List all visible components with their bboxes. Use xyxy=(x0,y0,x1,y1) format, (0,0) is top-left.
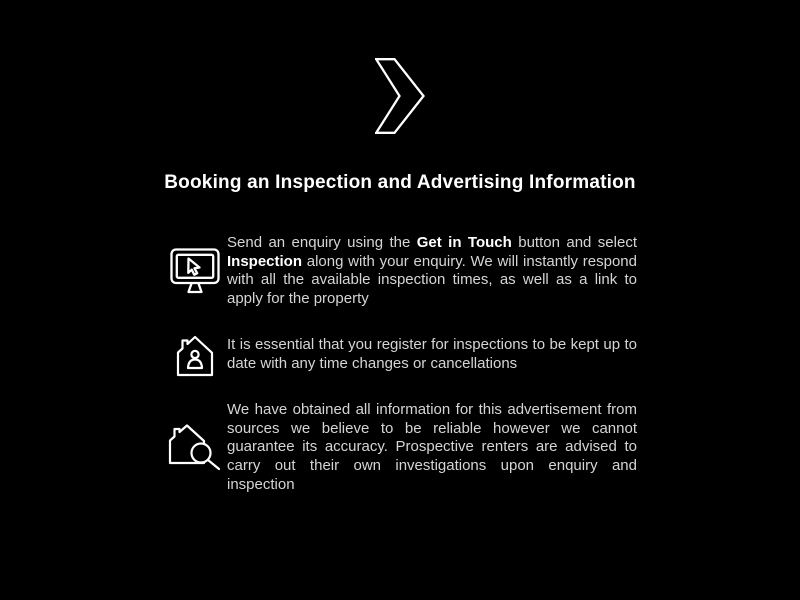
inspection-emphasis: Inspection xyxy=(227,252,303,270)
house-person-icon xyxy=(163,333,227,377)
list-item-enquiry xyxy=(163,234,637,309)
house-magnifier-icon xyxy=(163,423,227,473)
item-text-enquiry xyxy=(227,234,637,309)
chevron-container xyxy=(0,0,800,134)
list-item-disclaimer xyxy=(163,401,637,495)
item-text-part: button and select xyxy=(511,234,637,251)
item-text-disclaimer: We have obtained all information for this advertisement from sources we believe to be reliable however we cannot guarantee its accuracy. Prospective renters are advised to carry out their own investigations upon enquiry and inspection xyxy=(227,400,637,493)
chevron-right-icon xyxy=(375,58,425,134)
page-title: Booking an Inspection and Advertising Information xyxy=(164,172,636,193)
item-text-part: along with your enquiry. We will instantly respond with all the available inspection times, as well as a link to apply for the property xyxy=(227,252,637,308)
item-text-part: Send an enquiry using the xyxy=(227,234,417,251)
info-list xyxy=(163,234,637,494)
item-text-register: It is essential that you register for inspections to be kept up to date with any time changes or cancellations xyxy=(227,336,637,372)
list-item-register xyxy=(163,333,637,377)
get-in-touch-emphasis: Get in Touch xyxy=(416,234,512,251)
monitor-cursor-icon xyxy=(163,248,227,294)
